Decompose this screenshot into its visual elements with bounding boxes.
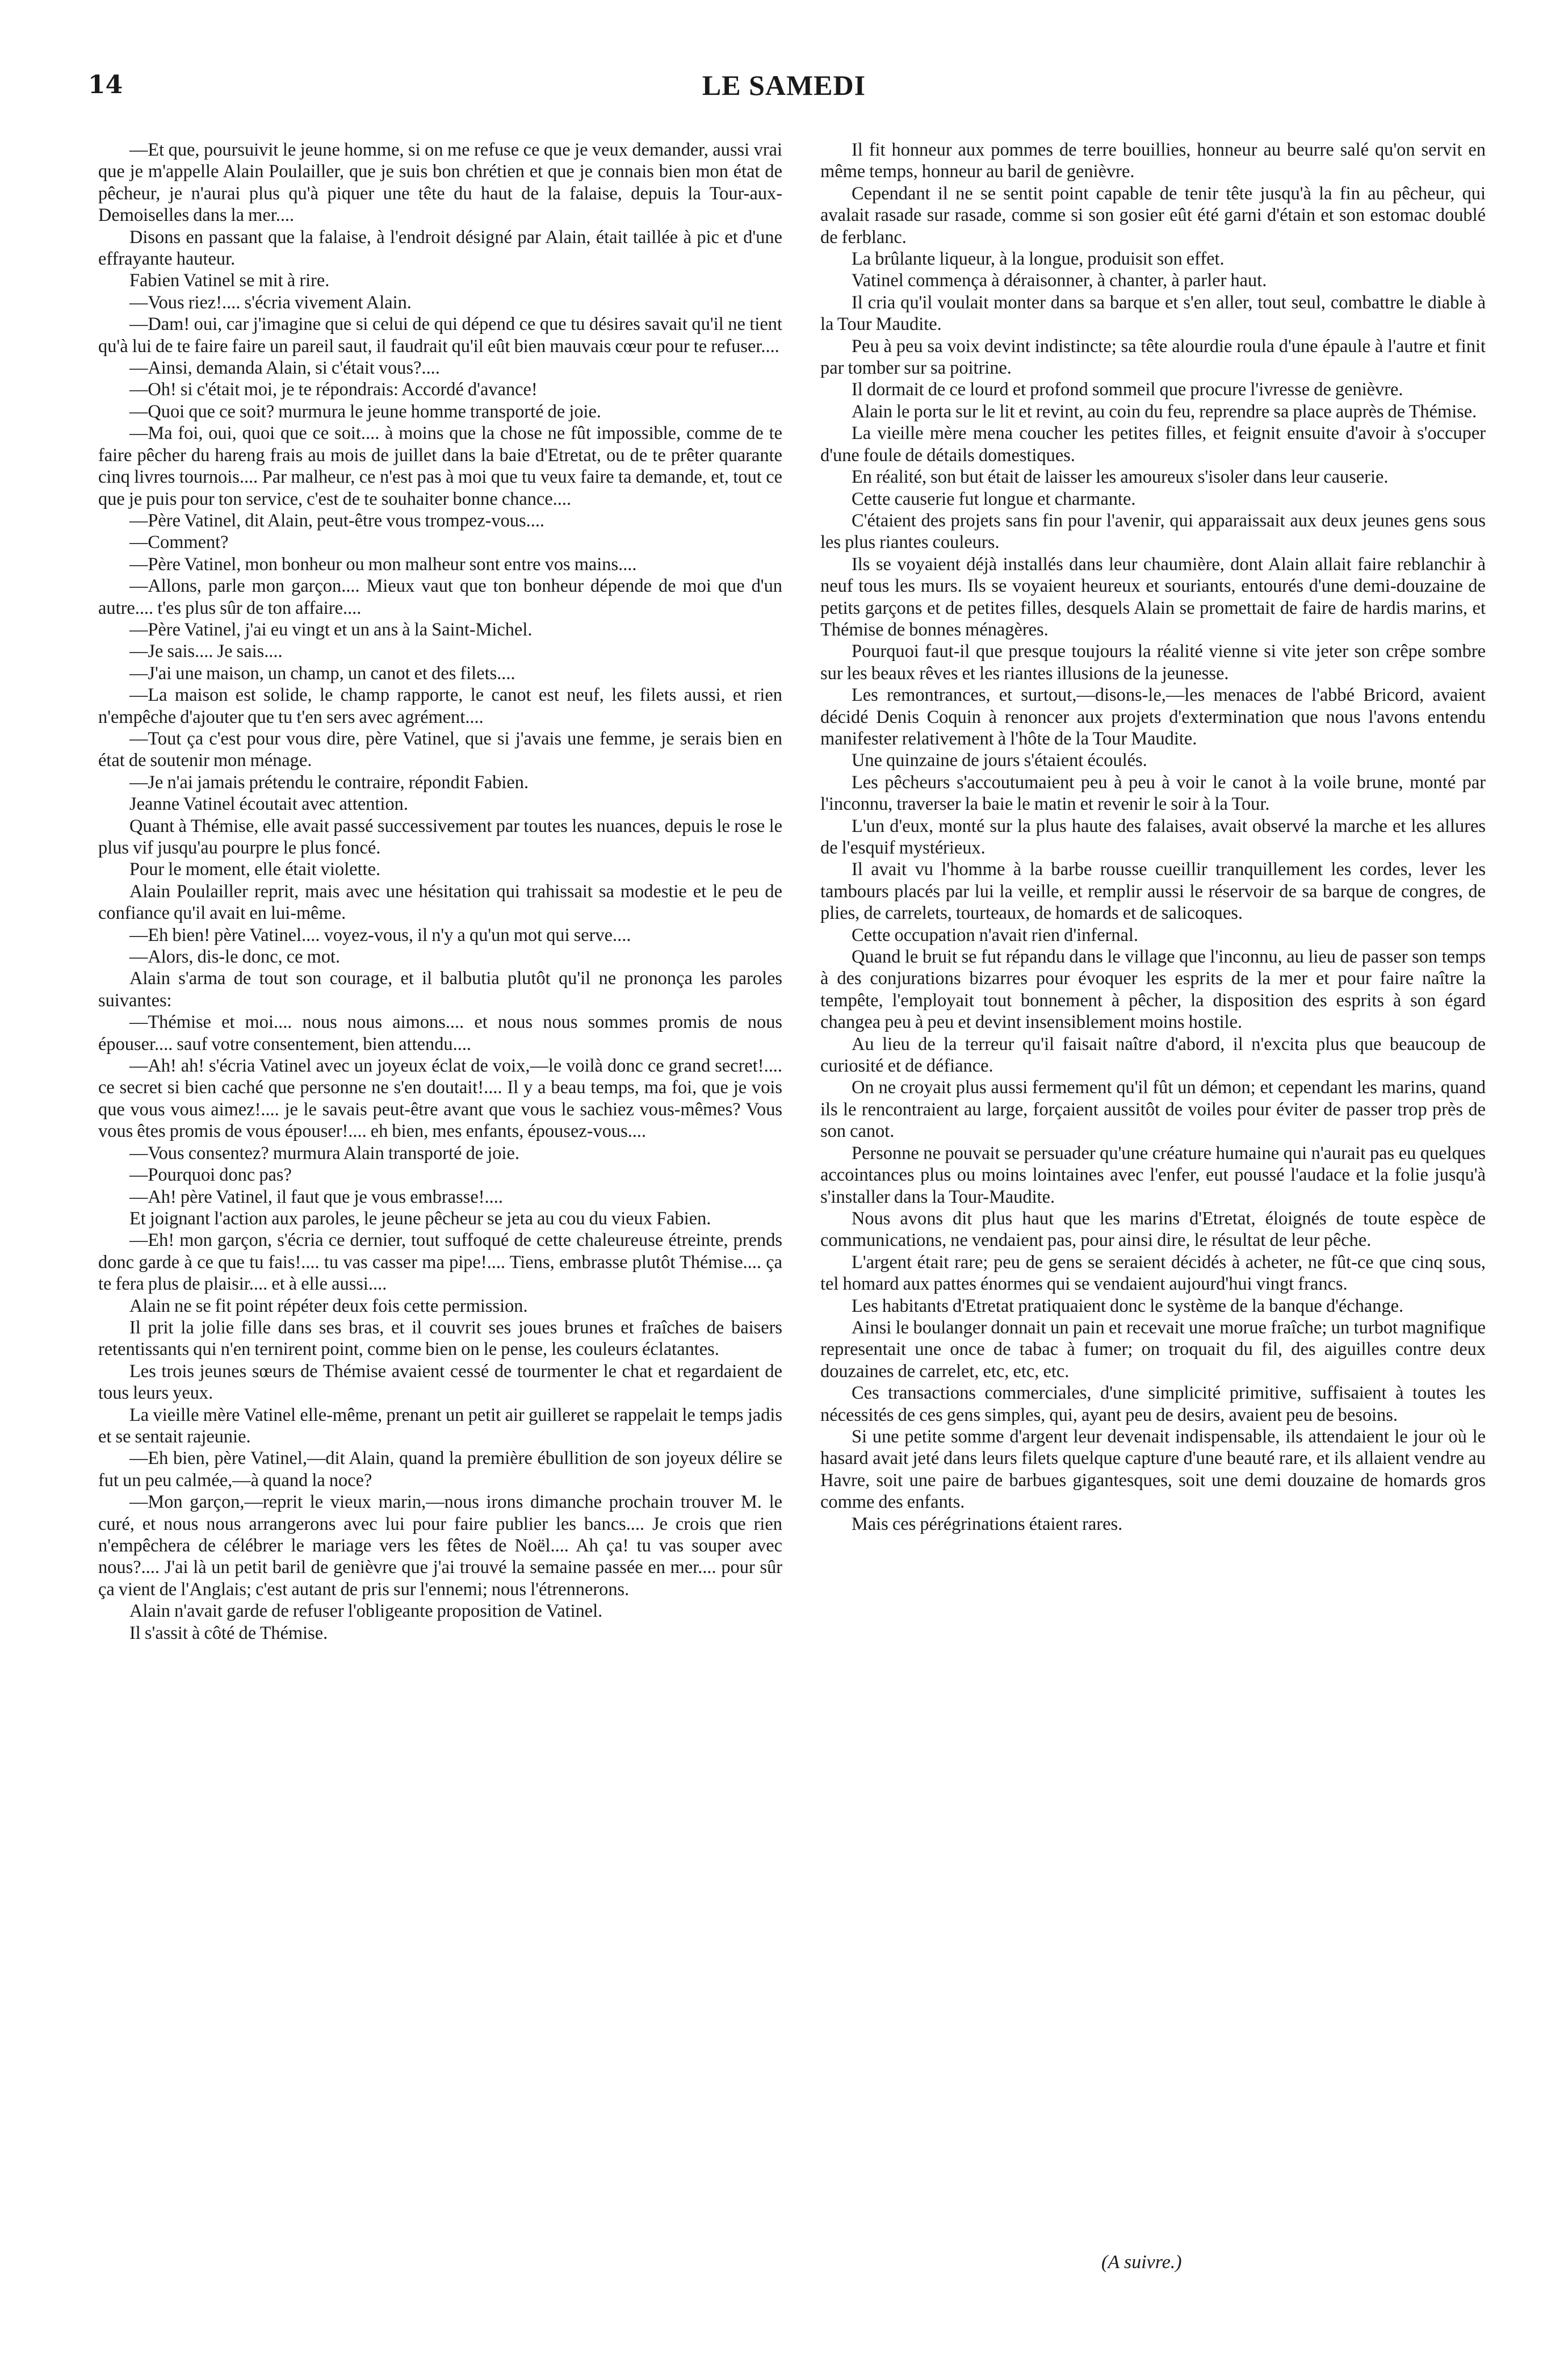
paragraph: —Et que, poursuivit le jeune homme, si on me refuse ce que je veux demander, aussi vrai que je m'appelle Alain Poulailler, que je suis bon chrétien et que je connais bien mon état de pêcheur, je n'aurai plus qu'à piquer une tête du haut de la falaise, depuis la Tour-aux-Demoiselles dans la mer....	[98, 140, 782, 226]
a-suivre-note: (A suivre.)	[1101, 2252, 1182, 2273]
paragraph: Alain le porta sur le lit et revint, au coin du feu, reprendre sa place auprès de Thémise.	[852, 401, 1477, 422]
paragraph: —Dam! oui, car j'imagine que si celui de qui dépend ce que tu désires savait qu'il ne tient qu'à lui de te faire faire un pareil saut, il faudrait qu'il eût bien mauvais cœur pour te refuser....	[98, 314, 782, 357]
paragraph: Il prit la jolie fille dans ses bras, et il couvrit ses joues brunes et fraîches de baisers retentissants qui n'en ternirent point, comme bien on le pense, les couleurs éclatantes.	[98, 1317, 782, 1360]
paragraph: Nous avons dit plus haut que les marins d'Etretat, éloignés de toute espèce de communications, ne vendaient pas, pour ainsi dire, le résultat de leur pêche.	[820, 1208, 1486, 1251]
paragraph: Il s'assit à côté de Thémise.	[129, 1622, 328, 1643]
paragraph: Mais ces pérégrinations étaient rares.	[852, 1513, 1123, 1534]
paragraph: —Vous riez!.... s'écria vivement Alain.	[129, 292, 412, 313]
paragraph: —Eh bien, père Vatinel,—dit Alain, quand la première ébullition de son joyeux délire se fut un peu calmée,—à quand la noce?	[98, 1448, 782, 1491]
right-column	[820, 139, 1486, 1945]
paragraph: —Pourquoi donc pas?	[129, 1165, 292, 1186]
paragraph: Il cria qu'il voulait monter dans sa barque et s'en aller, tout seul, combattre le diable à la Tour Maudite.	[820, 292, 1486, 335]
paragraph: Vatinel commença à déraisonner, à chanter, à parler haut.	[852, 270, 1267, 291]
paragraph: —Allons, parle mon garçon.... Mieux vaut que ton bonheur dépende de moi que d'un autre.... t'es plus sûr de ton affaire....	[98, 576, 782, 618]
paragraph: L'argent était rare; peu de gens se seraient décidés à acheter, ne fût-ce que cinq sous, tel homard aux pattes énormes qui se vendaient aujourd'hui vingt francs.	[820, 1252, 1486, 1295]
paragraph: —Père Vatinel, j'ai eu vingt et un ans à la Saint-Michel.	[129, 619, 533, 640]
paragraph: —J'ai une maison, un champ, un canot et des filets....	[129, 663, 515, 684]
paragraph: Quand le bruit se fut répandu dans le village que l'inconnu, au lieu de passer son temps à des conjurations bizarres pour évoquer les esprits de la mer et pour faire naître la tempête, l'employait tout bonnement à pêcher, la disposition des esprits à son égard changea peu à peu et devint insensiblement moins hostile.	[820, 947, 1486, 1033]
paragraph: —Père Vatinel, dit Alain, peut-être vous trompez-vous....	[129, 510, 545, 531]
paragraph: Alain ne se fit point répéter deux fois cette permission.	[129, 1295, 528, 1316]
paragraph: Ainsi le boulanger donnait un pain et recevait une morue fraîche; un turbot magnifique representait une once de tabac à fumer; on troquait du fil, des aiguilles contre deux douzaines de carrelet, etc, etc, etc.	[820, 1317, 1486, 1382]
paragraph: —Ainsi, demanda Alain, si c'était vous?....	[129, 358, 440, 379]
paragraph: Il dormait de ce lourd et profond sommeil que procure l'ivresse de genièvre.	[852, 379, 1403, 400]
paragraph: —Je sais.... Je sais....	[129, 641, 283, 662]
paragraph: L'un d'eux, monté sur la plus haute des falaises, avait observé la marche et les allures de l'esquif mystérieux.	[820, 815, 1486, 858]
paragraph: Et joignant l'action aux paroles, le jeune pêcheur se jeta au cou du vieux Fabien.	[129, 1208, 711, 1229]
paragraph: Pourquoi faut-il que presque toujours la réalité vienne si vite jeter son crêpe sombre sur les beaux rêves et les riantes illusions de la jeunesse.	[820, 641, 1486, 684]
paragraph: —La maison est solide, le champ rapporte, le canot est neuf, les filets aussi, et rien n'empêche d'ajouter que tu t'en sers avec agrément....	[98, 685, 782, 727]
paragraph: Il avait vu l'homme à la barbe rousse cueillir tranquillement les cordes, lever les tambours placés par lui la veille, et remplir aussi le réservoir de sa barque de congres, de plies, de carrelets, tourteaux, de homards et de salicoques.	[820, 859, 1486, 924]
paragraph: —Je n'ai jamais prétendu le contraire, répondit Fabien.	[129, 772, 529, 793]
paragraph: —Ah! ah! s'écria Vatinel avec un joyeux éclat de voix,—le voilà donc ce grand secret!.... ce secret si bien caché que personne ne s'en doutait!.... Il y a beau temps, ma foi, que je vois que vous vous aimez!.... je le savais peut-être avant que vous le sachiez vous-mêmes? Vous vous êtes promis de vous épouser!.... eh bien, mes enfants, épousez-vous....	[98, 1056, 782, 1142]
paragraph: C'étaient des projets sans fin pour l'avenir, qui apparaissait aux deux jeunes gens sous les plus riantes couleurs.	[820, 510, 1486, 553]
paragraph: Jeanne Vatinel écoutait avec attention.	[129, 794, 408, 815]
paragraph: Alain Poulailler reprit, mais avec une hésitation qui trahissait sa modestie et le peu de confiance qu'il avait en lui-même.	[98, 881, 782, 924]
paragraph: Ces transactions commerciales, d'une simplicité primitive, suffisaient à toutes les nécessités de ces gens simples, qui, ayant peu de desirs, avaient peu de besoins.	[820, 1383, 1486, 1425]
paragraph: —Thémise et moi.... nous nous aimons.... et nous nous sommes promis de nous épouser.... sauf votre consentement, bien attendu....	[98, 1012, 782, 1055]
paragraph: —Comment?	[129, 532, 229, 553]
paragraph: Les pêcheurs s'accoutumaient peu à peu à voir le canot à la voile brune, monté par l'inconnu, traverser la baie le matin et revenir le soir à la Tour.	[820, 772, 1486, 815]
paragraph: Ils se voyaient déjà installés dans leur chaumière, dont Alain allait faire reblanchir à neuf tous les murs. Ils se voyaient heureux et souriants, entourés d'une demi-douzaine de petits garçons et de petites filles, desquels Alain se promettait de faire de hardis marins, et Thémise de bonnes ménagères.	[820, 554, 1486, 640]
page-number: 14	[88, 70, 123, 99]
paragraph: Personne ne pouvait se persuader qu'une créature humaine qui n'aurait pas eu quelques accointances plus ou moins lointaines avec l'enfer, eut poussé l'audace et la folie jusqu'à s'installer dans la Tour-Maudite.	[820, 1143, 1486, 1207]
paragraph: Quant à Thémise, elle avait passé successivement par toutes les nuances, depuis le rose le plus vif jusqu'au pourpre le plus foncé.	[98, 815, 782, 858]
paragraph: —Oh! si c'était moi, je te répondrais: Accordé d'avance!	[129, 379, 538, 400]
paragraph: On ne croyait plus aussi fermement qu'il fût un démon; et cependant les marins, quand ils le rencontraient au large, forçaient aussitôt de voiles pour éviter de passer trop près de son canot.	[820, 1077, 1486, 1142]
paragraph: Les trois jeunes sœurs de Thémise avaient cessé de tourmenter le chat et regardaient de tous leurs yeux.	[98, 1361, 782, 1404]
paragraph: Cette occupation n'avait rien d'infernal.	[852, 925, 1139, 946]
paragraph: —Père Vatinel, mon bonheur ou mon malheur sont entre vos mains....	[129, 554, 637, 575]
paragraph: —Vous consentez? murmura Alain transporté de joie.	[129, 1143, 519, 1164]
paragraph: Les habitants d'Etretat pratiquaient donc le système de la banque d'échange.	[852, 1295, 1404, 1316]
paragraph: —Eh! mon garçon, s'écria ce dernier, tout suffoqué de cette chaleureuse étreinte, prends donc garde à ce que tu fais!.... tu vas casser ma pipe!.... Tiens, embrasse plutôt Thémise.... ça te fera plus de plaisir.... et à elle aussi....	[98, 1230, 782, 1295]
paragraph: Cette causerie fut longue et charmante.	[852, 488, 1136, 509]
paragraph: Pour le moment, elle était violette.	[129, 859, 381, 880]
paragraph: —Quoi que ce soit? murmura le jeune homme transporté de joie.	[129, 401, 602, 422]
paragraph: —Eh bien! père Vatinel.... voyez-vous, il n'y a qu'un mot qui serve....	[129, 925, 631, 946]
paragraph: Si une petite somme d'argent leur devenait indispensable, ils attendaient le jour où le hasard avait jeté dans leurs filets quelque capture d'une beauté rare, et ils allaient vendre au Havre, soit une paire de barbues gigantesques, soit une demi douzaine de homards gros comme des enfants.	[820, 1426, 1486, 1513]
paragraph: —Tout ça c'est pour vous dire, père Vatinel, que si j'avais une femme, je serais bien en état de soutenir mon ménage.	[98, 728, 782, 771]
paragraph: La vieille mère Vatinel elle-même, prenant un petit air guilleret se rappelait le temps jadis et se sentait rajeunie.	[98, 1404, 782, 1447]
paragraph: —Ma foi, oui, quoi que ce soit.... à moins que la chose ne fût impossible, comme de te faire pêcher du hareng frais au mois de juillet dans la baie d'Etretat, ou de te prêter quarante cinq livres tournois.... Par malheur, ce n'est pas à moi que tu veux faire ta demande, et, tout ce que je puis pour ton service, c'est de te souhaiter bonne chance....	[98, 423, 782, 509]
paragraph: —Alors, dis-le donc, ce mot.	[129, 947, 341, 968]
paragraph: La vieille mère mena coucher les petites filles, et feignit ensuite d'avoir à s'occuper d'une foule de détails domestiques.	[820, 423, 1486, 466]
paragraph: Une quinzaine de jours s'étaient écoulés.	[852, 750, 1147, 771]
paragraph: —Ah! père Vatinel, il faut que je vous embrasse!....	[129, 1186, 503, 1207]
paragraph: Fabien Vatinel se mit à rire.	[129, 270, 330, 291]
paragraph: Disons en passant que la falaise, à l'endroit désigné par Alain, était taillée à pic et d'une effrayante hauteur.	[98, 227, 782, 270]
paragraph: Alain n'avait garde de refuser l'obligeante proposition de Vatinel.	[129, 1601, 603, 1622]
paragraph: Cependant il ne se sentit point capable de tenir tête jusqu'à la fin au pêcheur, qui avalait rasade sur rasade, comme si son gosier eût été garni d'étain et son estomac doublé de ferblanc.	[820, 183, 1486, 248]
paragraph: Il fit honneur aux pommes de terre bouillies, honneur au beurre salé qu'on servit en même temps, honneur au baril de genièvre.	[820, 140, 1486, 182]
paragraph: Alain s'arma de tout son courage, et il balbutia plutôt qu'il ne prononça les paroles suivantes:	[98, 968, 782, 1011]
paragraph: La brûlante liqueur, à la longue, produisit son effet.	[852, 249, 1225, 270]
paragraph: Peu à peu sa voix devint indistincte; sa tête alourdie roula d'une épaule à l'autre et finit par tomber sur sa poitrine.	[820, 336, 1486, 379]
running-title: LE SAMEDI	[702, 69, 866, 101]
paragraph: —Mon garçon,—reprit le vieux marin,—nous irons dimanche prochain trouver M. le curé, et nous nous arrangerons avec lui pour faire publier les bancs.... Je crois que rien n'empêchera de célébrer le mariage vers les fêtes de Noël.... Ah ça! tu vas souper avec nous?.... J'ai là un petit baril de genièvre que j'ai trouvé la semaine passée en mer.... pour sûr ça vient de l'Anglais; c'est autant de pris sur l'ennemi; nous l'étrennerons.	[98, 1492, 782, 1600]
paragraph: En réalité, son but était de laisser les amoureux s'isoler dans leur causerie.	[852, 467, 1389, 488]
paragraph: Les remontrances, et surtout,—disons-le,—les menaces de l'abbé Bricord, avaient décidé Denis Coquin à renoncer aux projets d'extermination que nous l'avons entendu manifester relativement à l'hôte de la Tour Maudite.	[820, 685, 1486, 749]
paragraph: Au lieu de la terreur qu'il faisait naître d'abord, il n'excita plus que beaucoup de curiosité et de défiance.	[820, 1034, 1486, 1077]
left-column	[98, 139, 782, 2212]
